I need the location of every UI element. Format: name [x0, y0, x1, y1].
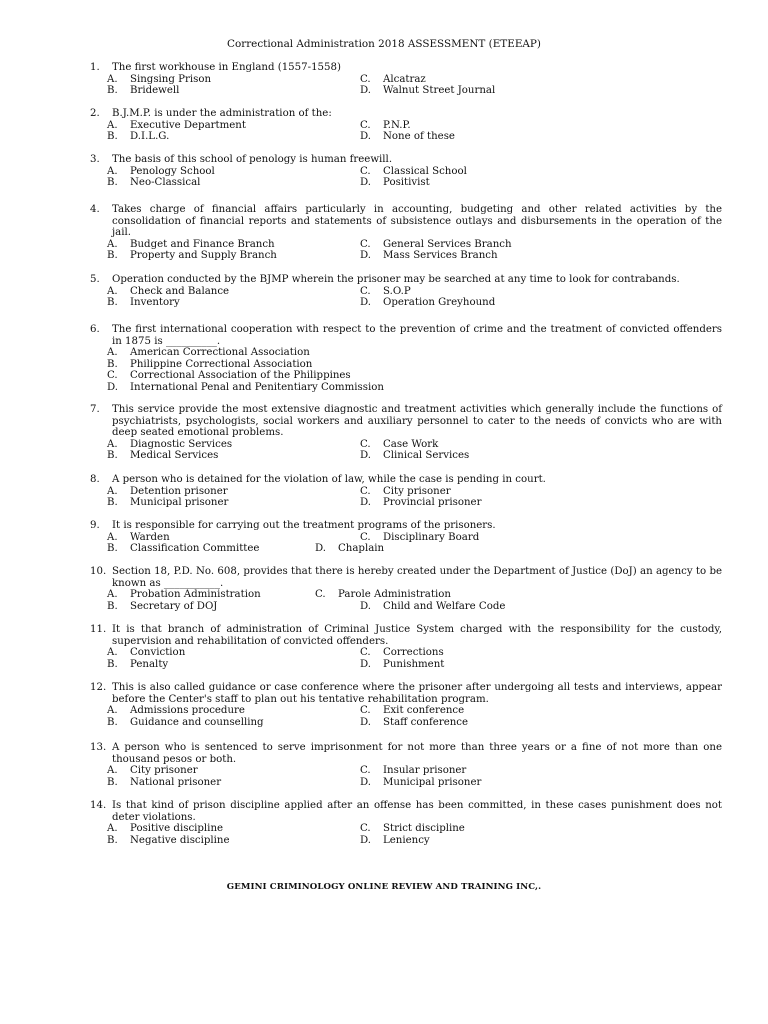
option-letter: A. — [107, 647, 118, 659]
answer-option — [107, 717, 264, 729]
option-text: National prisoner — [130, 776, 222, 788]
option-letter: D. — [360, 177, 372, 189]
option-text: Executive Department — [130, 119, 246, 131]
option-letter: D. — [360, 600, 372, 612]
answer-option — [107, 120, 246, 132]
question-8 — [90, 474, 722, 509]
option-letter: B. — [107, 600, 118, 612]
answer-option — [360, 486, 451, 498]
question-number: 10. — [90, 566, 107, 577]
option-letter: A. — [107, 73, 118, 85]
option-text: Conviction — [130, 647, 186, 659]
option-letter: C. — [360, 73, 371, 85]
option-text: Probation Administration — [130, 589, 261, 601]
answer-options — [107, 74, 722, 97]
option-text: Insular prisoner — [383, 765, 467, 777]
answer-option — [107, 450, 218, 462]
question-number: 13. — [90, 742, 107, 753]
answer-option — [315, 543, 384, 555]
answer-option — [107, 486, 228, 498]
option-text: Strict discipline — [383, 823, 465, 835]
answer-option — [107, 532, 170, 544]
answer-option — [107, 705, 245, 717]
option-text: Child and Welfare Code — [383, 600, 506, 612]
answer-option — [107, 765, 198, 777]
question-text: It is that branch of administration of Criminal Justice System charged with the responsibility for the custody, supervision and rehabilitation of convicted offenders. — [112, 624, 722, 647]
footer-organization: GEMINI CRIMINOLOGY ONLINE REVIEW AND TRAINING INC,. — [226, 882, 542, 892]
option-letter: D. — [107, 381, 119, 393]
option-text: Disciplinary Board — [383, 531, 480, 543]
answer-option — [107, 177, 200, 189]
answer-option — [360, 450, 469, 462]
answer-option — [107, 777, 221, 789]
option-letter: B. — [107, 250, 118, 262]
question-number: 4. — [90, 204, 100, 215]
option-letter: C. — [360, 165, 371, 177]
question-text: The first workhouse in England (1557-1558) — [112, 62, 341, 73]
question-text: A person who is sentenced to serve imprisonment for not more than three years or a fine of not more than one thousand pesos or both. — [112, 742, 722, 765]
option-text: Punishment — [383, 658, 445, 670]
question-text: Section 18, P.D. No. 608, provides that there is hereby created under the Department of Justice (DoJ) an agency to be known as ___________. — [112, 566, 722, 589]
option-letter: B. — [107, 85, 118, 97]
option-text: Clinical Services — [383, 450, 470, 462]
question-text: This service provide the most extensive diagnostic and treatment activities which generally include the functions of psychiatrists, psychologists, social workers and auxiliary personnel to cater to the needs of convicts who are with deep seated emotional problems. — [112, 404, 722, 439]
option-letter: B. — [107, 776, 118, 788]
option-text: Exit conference — [383, 705, 465, 717]
option-text: Positive discipline — [130, 823, 224, 835]
option-text: Penology School — [130, 165, 215, 177]
answer-option — [360, 239, 512, 251]
answer-options — [107, 486, 722, 509]
option-text: Bridewell — [130, 85, 180, 97]
option-text: Provincial prisoner — [383, 497, 482, 509]
answer-option — [107, 382, 722, 394]
option-letter: D. — [360, 834, 372, 846]
option-letter: B. — [107, 716, 118, 728]
option-letter: A. — [107, 823, 118, 835]
option-letter: C. — [360, 238, 371, 250]
option-letter: D. — [360, 297, 372, 309]
question-3 — [90, 154, 722, 189]
option-text: Classification Committee — [130, 543, 260, 555]
answer-option — [107, 659, 168, 671]
option-text: Correctional Association of the Philippines — [130, 370, 351, 382]
answer-option — [360, 250, 498, 262]
question-5 — [90, 274, 722, 309]
answer-options — [107, 589, 722, 612]
option-text: Mass Services Branch — [383, 250, 498, 262]
question-text: Takes charge of financial affairs particularly in accounting, budgeting and other related activities by the consolidation of financial reports and statements of subsistence outlays and disbursements in the operation of the jail. — [112, 204, 722, 239]
option-text: Municipal prisoner — [383, 776, 482, 788]
question-number: 1. — [90, 62, 100, 73]
option-text: City prisoner — [383, 485, 451, 497]
answer-option — [360, 166, 467, 178]
option-text: Medical Services — [130, 450, 219, 462]
option-letter: A. — [107, 165, 118, 177]
option-letter: C. — [360, 438, 371, 450]
option-letter: A. — [107, 119, 118, 131]
option-text: Detention prisoner — [130, 485, 228, 497]
question-text: Is that kind of prison discipline applied after an offense has been committed, in these cases punishment does not deter violations. — [112, 800, 722, 823]
answer-option — [315, 589, 451, 601]
answer-option — [107, 239, 275, 251]
question-text: The first international cooperation with respect to the prevention of crime and the treatment of convicted offenders in 1875 is __________. — [112, 324, 722, 347]
answer-option — [107, 250, 277, 262]
answer-option — [360, 765, 466, 777]
option-text: Check and Balance — [130, 285, 230, 297]
option-text: Property and Supply Branch — [130, 250, 277, 262]
answer-option — [360, 497, 481, 509]
question-4 — [90, 204, 722, 262]
option-text: Positivist — [383, 177, 430, 189]
answer-options — [107, 239, 722, 262]
option-letter: A. — [107, 347, 118, 359]
answer-options — [107, 765, 722, 788]
answer-option — [360, 717, 468, 729]
question-12 — [90, 682, 722, 728]
option-letter: D. — [360, 85, 372, 97]
option-text: Secretary of DOJ — [130, 600, 218, 612]
answer-options — [107, 439, 722, 462]
option-letter: C. — [360, 647, 371, 659]
question-text: The basis of this school of penology is human freewill. — [112, 154, 393, 165]
question-number: 8. — [90, 474, 100, 485]
question-number: 12. — [90, 682, 107, 693]
answer-options — [107, 120, 722, 143]
answer-option — [107, 131, 169, 143]
option-letter: C. — [315, 589, 326, 601]
question-number: 5. — [90, 274, 100, 285]
option-text: Walnut Street Journal — [383, 85, 496, 97]
option-text: D.I.L.G. — [130, 131, 170, 143]
answer-options — [107, 823, 722, 846]
answer-option — [360, 532, 479, 544]
option-letter: A. — [107, 765, 118, 777]
option-letter: C. — [360, 823, 371, 835]
answer-option — [107, 286, 229, 298]
option-letter: D. — [360, 658, 372, 670]
question-2 — [90, 108, 722, 143]
answer-option — [360, 601, 505, 613]
option-text: Inventory — [130, 297, 180, 309]
option-letter: B. — [107, 297, 118, 309]
option-text: Singsing Prison — [130, 73, 212, 85]
answer-option — [360, 659, 444, 671]
question-11 — [90, 624, 722, 670]
question-7 — [90, 404, 722, 462]
answer-option — [107, 647, 185, 659]
answer-option — [107, 297, 180, 309]
answer-option — [107, 359, 722, 371]
question-text: It is responsible for carrying out the treatment programs of the prisoners. — [112, 520, 496, 531]
option-letter: A. — [107, 485, 118, 497]
option-text: Negative discipline — [130, 834, 230, 846]
option-letter: B. — [107, 658, 118, 670]
option-letter: C. — [360, 531, 371, 543]
answer-option — [107, 74, 211, 86]
answer-option — [107, 543, 259, 555]
option-letter: B. — [107, 177, 118, 189]
answer-option — [360, 74, 426, 86]
option-letter: B. — [107, 497, 118, 509]
option-text: General Services Branch — [383, 238, 512, 250]
option-letter: C. — [360, 119, 371, 131]
answer-option — [360, 647, 444, 659]
option-letter: A. — [107, 531, 118, 543]
option-letter: A. — [107, 705, 118, 717]
question-6 — [90, 324, 722, 394]
option-text: Alcatraz — [383, 73, 426, 85]
question-number: 7. — [90, 404, 100, 415]
option-letter: D. — [315, 543, 327, 555]
question-9 — [90, 520, 722, 555]
option-letter: A. — [107, 238, 118, 250]
option-text: City prisoner — [130, 765, 198, 777]
answer-option — [107, 85, 179, 97]
answer-options — [107, 347, 722, 393]
option-letter: B. — [107, 543, 118, 555]
answer-option — [107, 601, 217, 613]
question-number: 9. — [90, 520, 100, 531]
option-letter: C. — [360, 285, 371, 297]
option-text: Case Work — [383, 438, 439, 450]
answer-option — [360, 777, 481, 789]
option-text: Budget and Finance Branch — [130, 238, 275, 250]
option-text: Operation Greyhound — [383, 297, 496, 309]
option-text: Warden — [130, 531, 170, 543]
option-text: Diagnostic Services — [130, 438, 233, 450]
option-letter: C. — [360, 765, 371, 777]
option-text: International Penal and Penitentiary Commission — [130, 381, 384, 393]
option-text: Corrections — [383, 647, 444, 659]
option-text: Philippine Correctional Association — [130, 358, 313, 370]
question-10 — [90, 566, 722, 612]
option-text: Guidance and counselling — [130, 716, 264, 728]
option-letter: B. — [107, 834, 118, 846]
option-letter: C. — [360, 485, 371, 497]
option-letter: D. — [360, 716, 372, 728]
option-text: Classical School — [383, 165, 467, 177]
question-number: 3. — [90, 154, 100, 165]
answer-option — [107, 166, 215, 178]
option-letter: D. — [360, 250, 372, 262]
option-text: Penalty — [130, 658, 169, 670]
option-text: Municipal prisoner — [130, 497, 229, 509]
option-text: None of these — [383, 131, 455, 143]
answer-option — [360, 131, 455, 143]
option-letter: D. — [360, 776, 372, 788]
option-text: Parole Administration — [338, 589, 451, 601]
answer-option — [360, 177, 430, 189]
question-number: 6. — [90, 324, 100, 335]
question-number: 14. — [90, 800, 107, 811]
question-text: This is also called guidance or case conference where the prisoner after undergoing all tests and interviews, appear before the Center's staff to plan out his tentative rehabilitation program. — [112, 682, 722, 705]
answer-option — [107, 589, 261, 601]
option-letter: C. — [360, 705, 371, 717]
question-13 — [90, 742, 722, 788]
question-number: 11. — [90, 624, 107, 635]
answer-option — [360, 439, 438, 451]
answer-option — [107, 439, 232, 451]
question-text: Operation conducted by the BJMP wherein the prisoner may be searched at any time to look for contrabands. — [112, 274, 680, 285]
option-text: P.N.P. — [383, 119, 411, 131]
option-text: Chaplain — [338, 543, 385, 555]
answer-option — [107, 835, 230, 847]
answer-option — [107, 823, 223, 835]
answer-options — [107, 532, 722, 555]
answer-option — [360, 286, 411, 298]
answer-options — [107, 166, 722, 189]
option-letter: A. — [107, 285, 118, 297]
option-text: Staff conference — [383, 716, 469, 728]
option-letter: A. — [107, 589, 118, 601]
question-text: B.J.M.P. is under the administration of the: — [112, 108, 332, 119]
question-14 — [90, 800, 722, 846]
option-letter: D. — [360, 497, 372, 509]
document-title: Correctional Administration 2018 ASSESSMENT (ETEEAP) — [227, 38, 541, 50]
answer-option — [360, 297, 495, 309]
answer-option — [360, 705, 464, 717]
option-text: Neo-Classical — [130, 177, 201, 189]
option-letter: D. — [360, 450, 372, 462]
answer-option — [107, 347, 722, 359]
answer-options — [107, 705, 722, 728]
answer-option — [360, 823, 465, 835]
question-1 — [90, 62, 722, 97]
option-text: Admissions procedure — [130, 705, 245, 717]
answer-option — [360, 835, 430, 847]
option-letter: D. — [360, 131, 372, 143]
option-text: Leniency — [383, 834, 430, 846]
option-text: American Correctional Association — [130, 347, 310, 359]
answer-option — [107, 497, 228, 509]
answer-options — [107, 647, 722, 670]
option-text: S.O.P — [383, 285, 411, 297]
option-letter: B. — [107, 450, 118, 462]
answer-option — [360, 85, 495, 97]
option-letter: C. — [107, 370, 118, 382]
question-text: A person who is detained for the violation of law, while the case is pending in court. — [112, 474, 546, 485]
answer-options — [107, 286, 722, 309]
option-letter: A. — [107, 438, 118, 450]
answer-option — [360, 120, 411, 132]
question-number: 2. — [90, 108, 100, 119]
answer-option — [107, 370, 722, 382]
option-letter: B. — [107, 358, 118, 370]
option-letter: B. — [107, 131, 118, 143]
